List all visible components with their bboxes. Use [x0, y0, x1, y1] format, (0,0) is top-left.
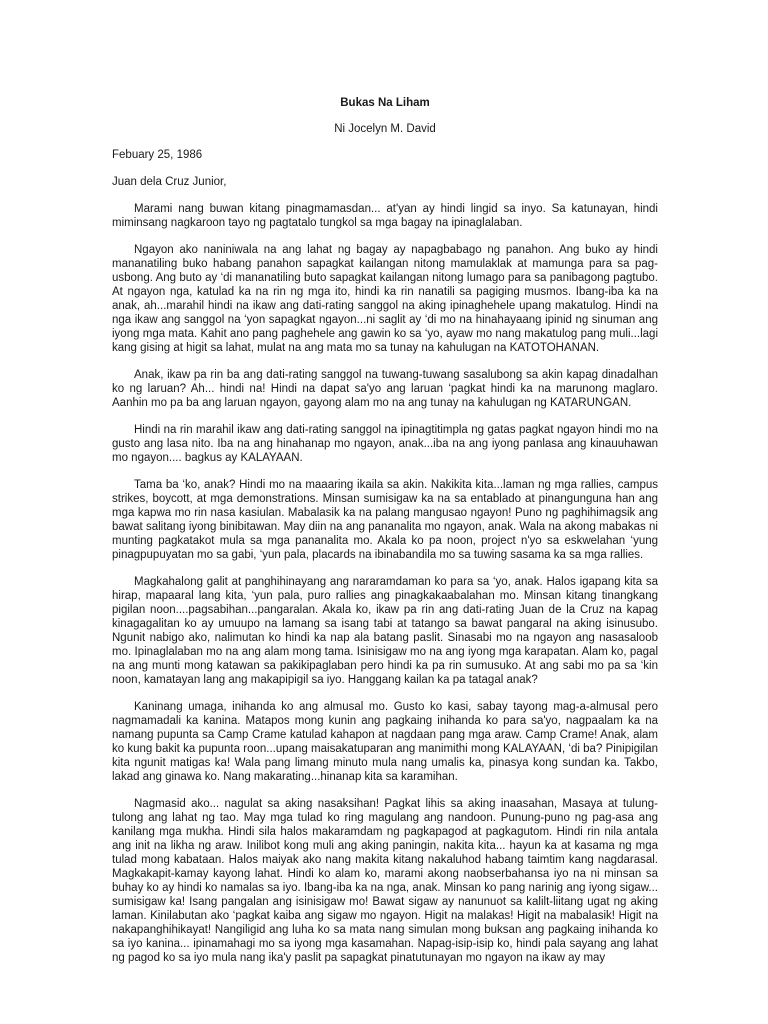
letter-paragraph: Anak, ikaw pa rin ba ang dati-rating sanggol na tuwang-tuwang sasalubong sa akin kapag dinadalhan ko ng laruan? Ah... hindi na! Hindi na dapat sa'yo ang laruan ‘pagkat hindi ka na marunong maglaro. Aanhin mo pa ba ang laruan ngayon, gayong alam mo na ang tunay na kahulugan ng KATARUNGAN.	[112, 369, 658, 409]
letter-paragraph: Marami nang buwan kitang pinagmamasdan... at'yan ay hindi lingid sa inyo. Sa katunayan, hindi miminsang nagkaroon tayo ng pagtatalo tungkol sa mga bagay na ipinaglalaban.	[112, 203, 658, 229]
document-title: Bukas Na Liham	[340, 97, 430, 109]
letter-paragraph: Hindi na rin marahil ikaw ang dati-rating sanggol na ipinagtitimpla ng gatas pagkat ngayon hindi mo na gusto ang lasa nito. Iba na ang hinahanap mo ngayon, anak...iba na ang iyong panlasa ang kinauuhawan mo ngayon.... bagkus ay KALAYAAN.	[112, 424, 658, 464]
letter-paragraph: Nagmasid ako... nagulat sa aking nasaksihan! Pagkat lihis sa aking inaasahan, Masaya at tulung-tulong ang lahat ng tao. May mga tulad ko ring magulang ang nandoon. Punung-puno ng pag-asa ang kanilang mga mukha. Hindi sila halos makaramdam ng pagkapagod at pagkagutom. Hindi rin nila antala ang init na likha ng araw. Inilibot kong muli ang aking paningin, nakita kita... hayun ka at kasama ng mga tulad mong kabataan. Halos maiyak ako nang makita kitang nakaluhod habang taimtim kang nagdarasal. Magkakapit-kamay kayong lahat. Hindi ko alam ko, marami akong naobserbahansa iyo na ni minsan sa buhay ko ay hindi ko namalas sa iyo. Ibang-iba ka na nga, anak. Minsan ko pang narinig ang iyong sigaw... sumisigaw ka! Isang pangalan ang isinisigaw mo! Bawat sigaw ay nanunuot sa kalilt-liitang ugat ng aking laman. Kinilabutan ako ‘pagkat kaiba ang sigaw mo ngayon. Higit na malakas! Higit na mabalasik! Higit na nakapanghihikayat! Nangiligid ang luha ko sa mata nang simulan mong buksan ang pagkaing inihanda ko sa iyo kanina... ipinamahagi mo sa iyong mga kasamahan. Napag-isip-isip ko, hindi pala sayang ang lahat ng pagod ko sa iyo mula nang ika'y paslit pa sapagkat pinatutunayan mo ngayon na ikaw ay may	[112, 798, 658, 964]
letter-paragraph: Tama ba ‘ko, anak? Hindi mo na maaaring ikaila sa akin. Nakikita kita...laman ng mga rallies, campus strikes, boycott, at mga demonstrations. Minsan sumisigaw ka na sa entablado at pinangunguna han ang mga kapwa mo rin nasa kasiulan. Mabalasik ka na palang mangusao ngayon! Puno ng paghihimagsik ang bawat salitang iyong binibitawan. May diin na ang pananalita mo ngayon, anak. Wala na akong mabakas ni munting pagkatakot mula sa mga pananalita mo. Akala ko pa noon, project n'yo sa eskwelahan ‘yung pinagpupuyatan mo sa gabi, ‘yun pala, placards na ibinabandila mo sa tuwing sasama ka sa mga rallies.	[112, 479, 658, 561]
letter-salutation: Juan dela Cruz Junior,	[112, 176, 227, 188]
letter-paragraph: Magkahalong galit at panghihinayang ang nararamdaman ko para sa ‘yo, anak. Halos igapang kita sa hirap, mapaaral lang kita, ‘yun pala, puro rallies ang pinagkakaabalahan mo. Minsan kitang tinangkang pigilan noon....pagsabihan...pangaralan. Akala ko, ikaw pa rin ang dati-rating Juan de la Cruz na kapag kinagagalitan ko ay umuupo na lamang sa isang tabi at tatango sa bawat pangaral na aking isinusubo. Ngunit nabigo ako, nalimutan ko hindi ka nap ala batang paslit. Sinasabi mo na ngayon ang nasasaloob mo. Ipinaglalaban mo na ang alam mong tama. Isinisigaw mo na ang iyong mga karapatan. Alam ko, pagal na ang munti mong katawan sa pakikipaglaban pero hindi ka pa rin sumusuko. At ang sabi mo pa sa ‘kin noon, kamatayan lang ang makapipigil sa iyo. Hanggang kailan ka pa tatagal anak?	[112, 576, 658, 686]
letter-date: Febuary 25, 1986	[112, 149, 203, 161]
letter-paragraph: Ngayon ako naniniwala na ang lahat ng bagay ay napagbabago ng panahon. Ang buko ay hindi mananatiling buko habang panahon sapagkat kailangan nitong mamulaklak at mamunga para sa pag-usbong. Ang buto ay ‘di mananatiling buto sapagkat kailangan nitong lumago para sa panibagong pagtubo. At ngayon nga, katulad ka na rin ng mga ito, hindi ka rin nanatili sa pagiging musmos. Ibang-iba ka na anak, ah...marahil hindi na ikaw ang dati-rating sanggol na aking ipinaghehele upang makatulog. Hindi na nga ikaw ang sanggol na ‘yon sapagkat ngayon...ni saglit ay ‘di mo na hinahayaang ipinid ng sinuman ang iyong mga mata. Kahit ano pang paghehele ang gawin ko sa ‘yo, ayaw mo nang makatulog pang muli...lagi kang gising at higit sa lahat, mulat na ang mata mo sa tunay na kahulugan na KATOTOHANAN.	[112, 244, 658, 354]
document-author: Ni Jocelyn M. David	[334, 123, 436, 135]
letter-paragraph: Kaninang umaga, inihanda ko ang almusal mo. Gusto ko kasi, sabay tayong mag-a-almusal pero nagmamadali ka kanina. Matapos mong kunin ang pagkaing inihanda ko para sa'yo, nagpaalam ka na namang pupunta sa Camp Crame katulad kahapon at nagdaan pang mga araw. Camp Crame! Anak, alam ko kung bakit ka pupunta roon...upang maisakatuparan ang manimithi mong KALAYAAN, ‘di ba? Pinipigilan kita ngunit matigas ka! Wala pang limang minuto mula nang umalis ka, pinasya kong sundan ka. Takbo, lakad ang ginawa ko. Nang makarating...hinanap kita sa karamihan.	[112, 701, 658, 783]
